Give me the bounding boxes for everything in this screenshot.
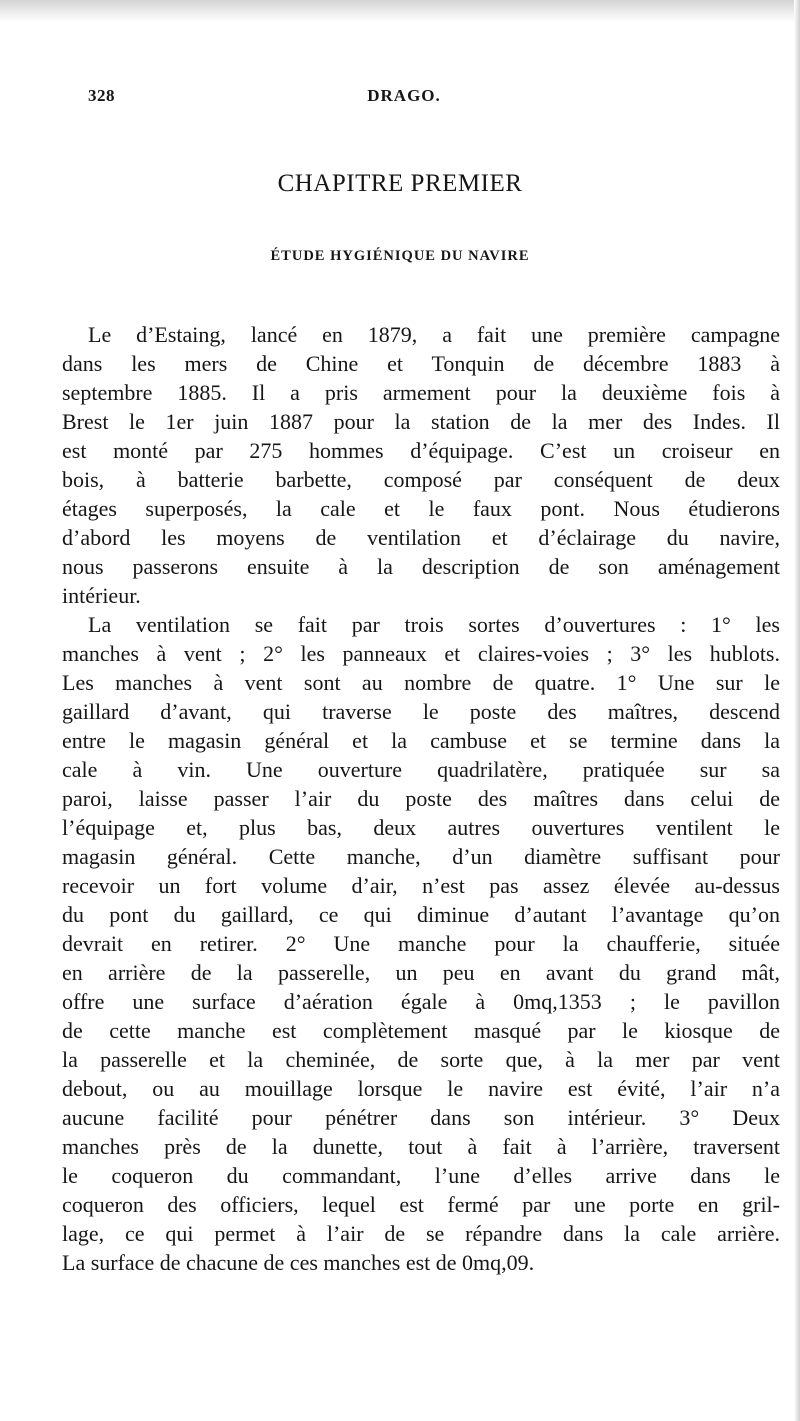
text-line: Les manches à vent sont au nombre de quatre. 1° Une sur le	[62, 670, 780, 695]
text-line: est monté par 275 hommes d’équipage. C’est un croiseur en	[62, 438, 780, 463]
text-line: paroi, laisse passer l’air du poste des maîtres dans celui de	[62, 786, 780, 811]
running-header	[88, 86, 680, 108]
text-line: en arrière de la passerelle, un peu en avant du grand mât,	[62, 960, 780, 985]
text-line: gaillard d’avant, qui traverse le poste des maîtres, descend	[62, 699, 780, 724]
text-line: d’abord les moyens de ventilation et d’éclairage du navire,	[62, 525, 780, 550]
text-line: coqueron des officiers, lequel est fermé par une porte en gril-	[62, 1192, 780, 1217]
text-line: nous passerons ensuite à la description de son aménagement	[62, 554, 780, 579]
scan-edge-shadow-right	[794, 0, 800, 1421]
text-line: aucune facilité pour pénétrer dans son intérieur. 3° Deux	[62, 1105, 780, 1130]
text-line: recevoir un fort volume d’air, n’est pas assez élevée au-dessus	[62, 873, 780, 898]
text-line: l’équipage et, plus bas, deux autres ouvertures ventilent le	[62, 815, 780, 840]
text-line: Brest le 1er juin 1887 pour la station de la mer des Indes. Il	[62, 409, 780, 434]
text-line: manches à vent ; 2° les panneaux et claires-voies ; 3° les hublots.	[62, 641, 780, 666]
text-line: intérieur.	[62, 583, 141, 608]
text-line: manches près de la dunette, tout à fait à l’arrière, traversent	[62, 1134, 780, 1159]
chapter-title: CHAPITRE PREMIER	[277, 170, 523, 197]
text-line: de cette manche est complètement masqué par le kiosque de	[62, 1018, 780, 1043]
text-line: lage, ce qui permet à l’air de se répandre dans la cale arrière.	[62, 1221, 780, 1246]
text-line: La surface de chacune de ces manches est de 0mq,09.	[62, 1250, 535, 1275]
page-number: 328	[88, 86, 115, 105]
text-line: du pont du gaillard, ce qui diminue d’autant l’avantage qu’on	[62, 902, 780, 927]
scan-edge-shadow	[0, 0, 800, 22]
text-line: offre une surface d’aération égale à 0mq,1353 ; le pavillon	[62, 989, 780, 1014]
text-line: dans les mers de Chine et Tonquin de décembre 1883 à	[62, 351, 780, 376]
text-line: magasin général. Cette manche, d’un diamètre suffisant pour	[62, 844, 780, 869]
text-line: le coqueron du commandant, l’une d’elles arrive dans le	[62, 1163, 780, 1188]
text-line: Le d’Estaing, lancé en 1879, a fait une première campagne	[88, 322, 780, 347]
text-line: debout, ou au mouillage lorsque le navire est évité, l’air n’a	[62, 1076, 780, 1101]
text-line: septembre 1885. Il a pris armement pour la deuxième fois à	[62, 380, 780, 405]
text-line: entre le magasin général et la cambuse et se termine dans la	[62, 728, 780, 753]
running-title: DRAGO.	[367, 86, 441, 105]
text-line: étages superposés, la cale et le faux pont. Nous étudierons	[62, 496, 780, 521]
text-line: la passerelle et la cheminée, de sorte que, à la mer par vent	[62, 1047, 780, 1072]
body-text	[62, 320, 780, 1277]
text-line: devrait en retirer. 2° Une manche pour la chaufferie, située	[62, 931, 780, 956]
section-title: ÉTUDE HYGIÉNIQUE DU NAVIRE	[270, 248, 530, 264]
text-line: bois, à batterie barbette, composé par conséquent de deux	[62, 467, 780, 492]
text-line: La ventilation se fait par trois sortes d’ouvertures : 1° les	[88, 612, 780, 637]
text-line: cale à vin. Une ouverture quadrilatère, pratiquée sur sa	[62, 757, 780, 782]
